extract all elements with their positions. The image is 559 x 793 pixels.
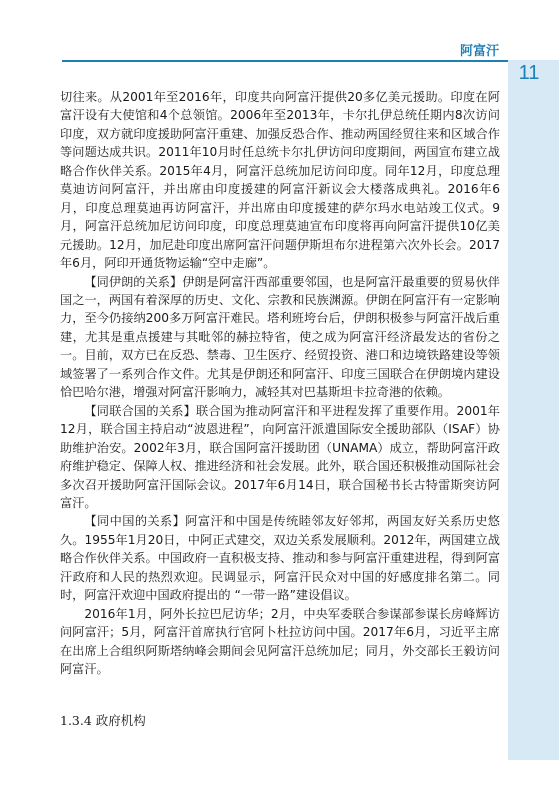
paragraph-india: 切往来。从2001年至2016年，印度共向阿富汗提供20多亿美元援助。印度在阿富汗设有大使馆和4个总领馆。2006年至2013年，卡尔扎伊总统任期内8次访问印度，双方就印度援助阿富汗重建、加强反恐合作、推动两国经贸往来和区域合作等问题达成共识。2011年10月时任总统卡尔扎伊访问印度期间，两国宣布建立战略合作伙伴关系。2015年4月，阿富汗总统加尼访问印度。同年12月，印度总理莫迪访问阿富汗，并出席由印度援建的阿富汗新议会大楼落成典礼。2016年6月，印度总理莫迪再访阿富汗，并出席由印度援建的萨尔玛水电站竣工仪式。9月，阿富汗总统加尼访问印度，印度总理莫迪宣布印度将再向阿富汗提供10亿美元援助。12月，加尼赴印度出席阿富汗问题伊斯坦布尔进程第六次外长会。2017年6月，阿印开通货物运输“空中走廊”。	[60, 90, 500, 271]
paragraph-china-visits: 2016年1月，阿外长拉巴尼访华；2月，中央军委联合参谋部参谋长房峰辉访问阿富汗；5月，阿富汗首席执行官阿卜杜拉访问中国。2017年6月，习近平主席在出席上合组织阿斯塔纳峰会期间会见阿富汗总统加尼；同月，外交部长王毅访问阿富汗。	[60, 606, 500, 677]
body-text	[60, 88, 500, 679]
section-heading: 1.3.4 政府机构	[60, 713, 146, 728]
paragraph-china: 【同中国的关系】阿富汗和中国是传统睦邻友好邻邦，两国友好关系历史悠久。1955年1月20日，中阿正式建交，双边关系发展顺利。2012年，两国建立战略合作伙伴关系。中国政府一直积极支持、推动和参与阿富汗重建进程，得到阿富汗政府和人民的热烈欢迎。民调显示，阿富汗民众对中国的好感度排名第二。同时，阿富汗欢迎中国政府提出的 “一带一路”建设倡议。	[60, 514, 500, 603]
paragraph-iran: 【同伊朗的关系】伊朗是阿富汗西部重要邻国，也是阿富汗最重要的贸易伙伴国之一，两国有着深厚的历史、文化、宗教和民族渊源。伊朗在阿富汗有一定影响力，至今仍接纳200多万阿富汗难民。塔利班垮台后，伊朗积极参与阿富汗战后重建，尤其是重点援建与其毗邻的赫拉特省，使之成为阿富汗经济最发达的省份之一。目前，双方已在反恐、禁毒、卫生医疗、经贸投资、港口和边境铁路建设等领域签署了一系列合作文件。尤其是伊朗还和阿富汗、印度三国联合在伊朗境内建设恰巴哈尔港，增强对阿富汗影响力，减轻其对巴基斯坦卡拉奇港的依赖。	[60, 274, 500, 400]
page-number: 11	[518, 62, 540, 84]
running-header-title: 阿富汗	[459, 44, 499, 59]
page-side-tab	[508, 60, 559, 760]
paragraph-un: 【同联合国的关系】联合国为推动阿富汗和平进程发挥了重要作用。2001年12月，联合国主持启动“波恩进程”，向阿富汗派遣国际安全援助部队（ISAF）协助维护治安。2002年3月，联合国阿富汗援助团（UNAMA）成立，帮助阿富汗政府维护稳定、保障人权、推进经济和社会发展。此外，联合国还积极推动国际社会多次召开援助阿富汗国际会议。2017年6月14日，联合国秘书长古特雷斯突访阿富汗。	[60, 403, 500, 510]
header-rule	[62, 60, 508, 62]
